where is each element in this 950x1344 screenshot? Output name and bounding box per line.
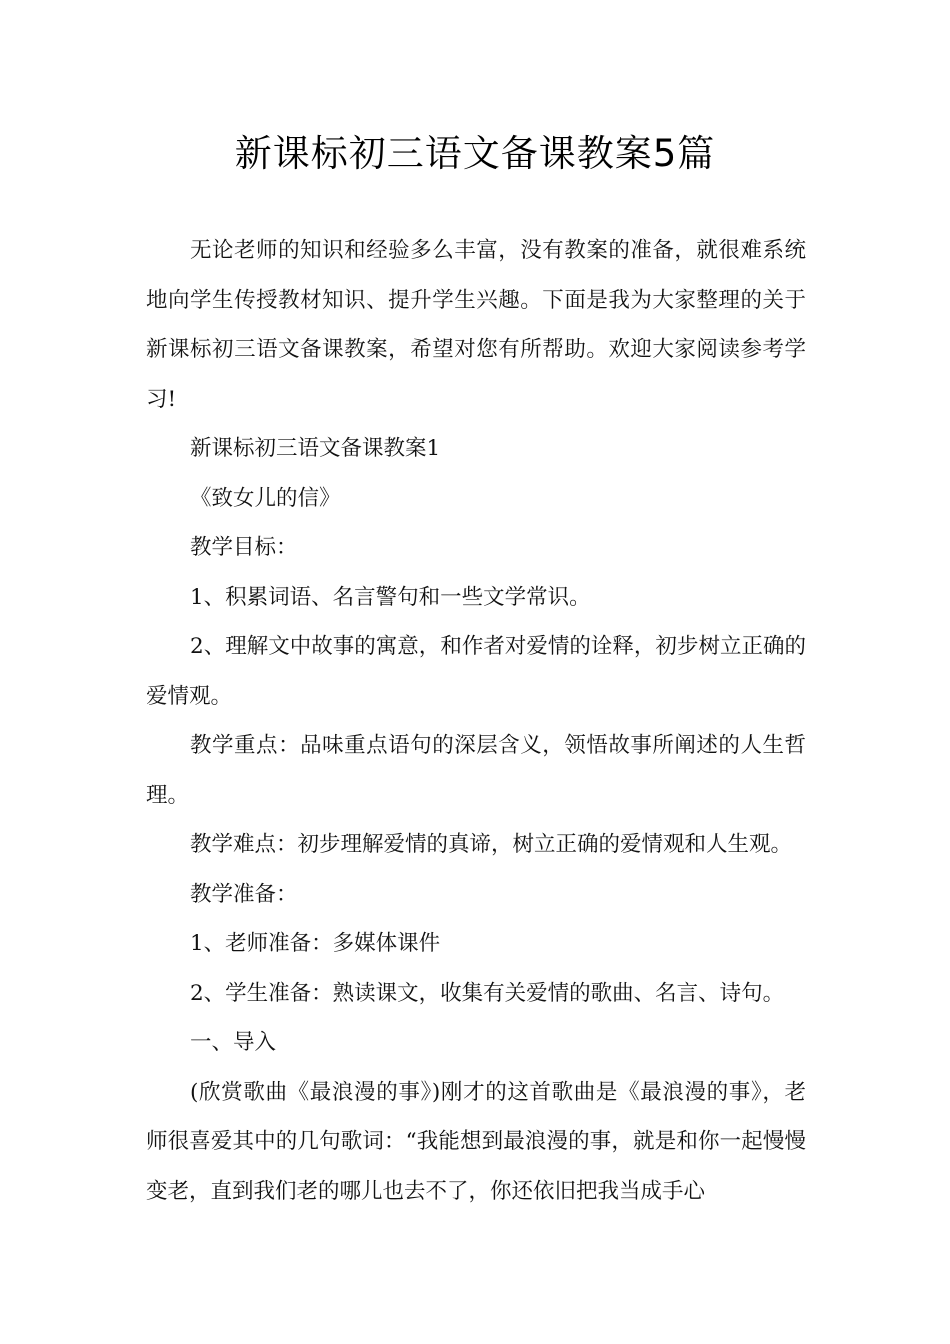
text-title: 《致女儿的信》: [190, 485, 341, 511]
introduction-paragraph: (欣赏歌曲《最浪漫的事》)刚才的这首歌曲是《最浪漫的事》，老师很喜爱其中的几句歌词：“我能想到最浪漫的事，就是和你一起慢慢变老，直到我们老的哪儿也去不了，你还依旧把我当成手心: [146, 1079, 806, 1204]
document-title: 新课标初三语文备课教案5篇: [234, 132, 716, 175]
preparation-item-1: 1、老师准备：多媒体课件: [190, 931, 441, 956]
difficulties-paragraph: 教学难点：初步理解爱情的真谛，树立正确的爱情观和人生观。: [190, 832, 793, 857]
objective-item-1: 1、积累词语、名言警句和一些文学常识。: [190, 584, 591, 610]
intro-paragraph: 无论老师的知识和经验多么丰富，没有教案的准备，就很难系统地向学生传授教材知识、提升学生兴趣。下面是我为大家整理的关于新课标初三语文备课教案，希望对您有所帮助。欢迎大家阅读参考学习!: [146, 238, 806, 412]
section-heading-preparation: 教学准备：: [190, 881, 298, 907]
objective-item-2: 2、理解文中故事的寓意，和作者对爱情的诠释，初步树立正确的爱情观。: [146, 634, 806, 709]
document-body: [146, 226, 806, 1216]
key-points-paragraph: 教学重点：品味重点语句的深层含义，领悟故事所阐述的人生哲理。: [146, 733, 806, 808]
preparation-item-2: 2、学生准备：熟读课文，收集有关爱情的歌曲、名言、诗句。: [190, 980, 785, 1006]
section-heading-introduction: 一、导入: [190, 1030, 277, 1055]
section-heading-objectives: 教学目标：: [190, 535, 298, 560]
lesson-heading: 新课标初三语文备课教案1: [190, 436, 441, 461]
